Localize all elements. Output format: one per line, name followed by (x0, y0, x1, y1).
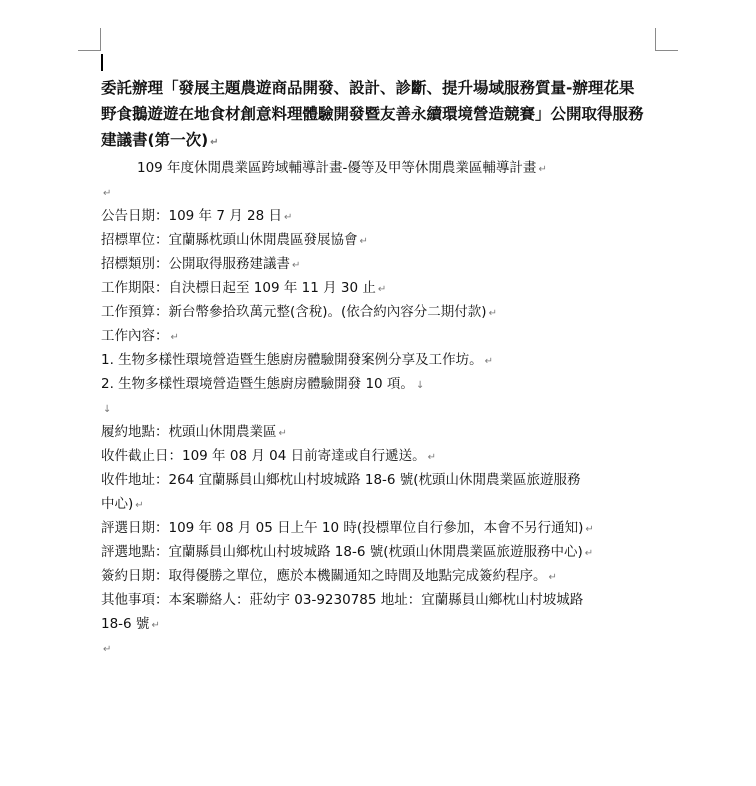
work-period: 工作期限：自決標日起至 109 年 11 月 30 止 ↵ (101, 280, 387, 296)
other-matters-line-1: 其他事項：本案聯絡人：莊幼宇 03-9230785 地址：宜蘭縣員山鄉枕山村坡城路 (101, 592, 584, 608)
other-matters-line-2: 18-6 號 ↵ (101, 616, 160, 632)
document-subtitle: 109 年度休閒農業區跨域輔導計畫-優等及甲等休閒農業區輔導計畫 ↵ (137, 160, 547, 176)
performance-location: 履約地點：枕頭山休閒農業區 ↵ (101, 424, 287, 440)
work-item-1: 1. 生物多樣性環境營造暨生態廚房體驗開發案例分享及工作坊。 ↵ (101, 352, 494, 368)
paragraph-mark: ↵ (538, 164, 547, 175)
announcement-date: 公告日期：109 年 7 月 28 日 ↵ (101, 208, 293, 224)
review-date: 評選日期：109 年 08 月 05 日上午 10 時(投標單位自行參加，本會不另行通知) ↵ (101, 520, 594, 536)
empty-paragraph: ↵ (103, 644, 112, 655)
empty-paragraph: ↵ (103, 188, 112, 199)
document-body[interactable] (101, 55, 667, 660)
work-budget: 工作預算：新台幣參拾玖萬元整(含稅)。(依合約內容分二期付款) ↵ (101, 304, 497, 320)
crop-mark-top-right (655, 28, 678, 51)
submission-address-line-1: 收件地址：264 宜蘭縣員山鄉枕山村坡城路 18-6 號(枕頭山休閒農業區旅遊服務 (101, 472, 581, 488)
submission-deadline: 收件截止日：109 年 08 月 04 日前寄達或自行遞送。 ↵ (101, 448, 436, 464)
sign-date: 簽約日期：取得優勝之單位，應於本機關通知之時間及地點完成簽約程序。 ↵ (101, 568, 557, 584)
title-line-2: 野食鵝遊遊在地食材創意料理體驗開發暨友善永續環境營造競賽」公開取得服務 (101, 105, 644, 123)
tender-unit: 招標單位：宜蘭縣枕頭山休閒農區發展協會 ↵ (101, 232, 368, 248)
document-title (101, 75, 667, 156)
work-item-2: 2. 生物多樣性環境營造暨生態廚房體驗開發 10 項。 ↓ (101, 376, 425, 392)
title-line-3: 建議書(第一次) ↵ (101, 131, 219, 149)
paragraph-mark: ↵ (210, 137, 219, 148)
tender-type: 招標類別：公開取得服務建議書 ↵ (101, 256, 301, 272)
empty-line: ↓ (103, 404, 112, 415)
title-line-1: 委託辦理「發展主題農遊商品開發、設計、診斷、提升場域服務質量-辦理花果 (101, 79, 635, 97)
work-content-label: 工作內容： ↵ (101, 328, 179, 344)
crop-mark-top-left (78, 28, 101, 51)
submission-address-line-2: 中心) ↵ (101, 496, 144, 512)
review-place: 評選地點：宜蘭縣員山鄉枕山村坡城路 18-6 號(枕頭山休閒農業區旅遊服務中心) ↵ (101, 544, 594, 560)
